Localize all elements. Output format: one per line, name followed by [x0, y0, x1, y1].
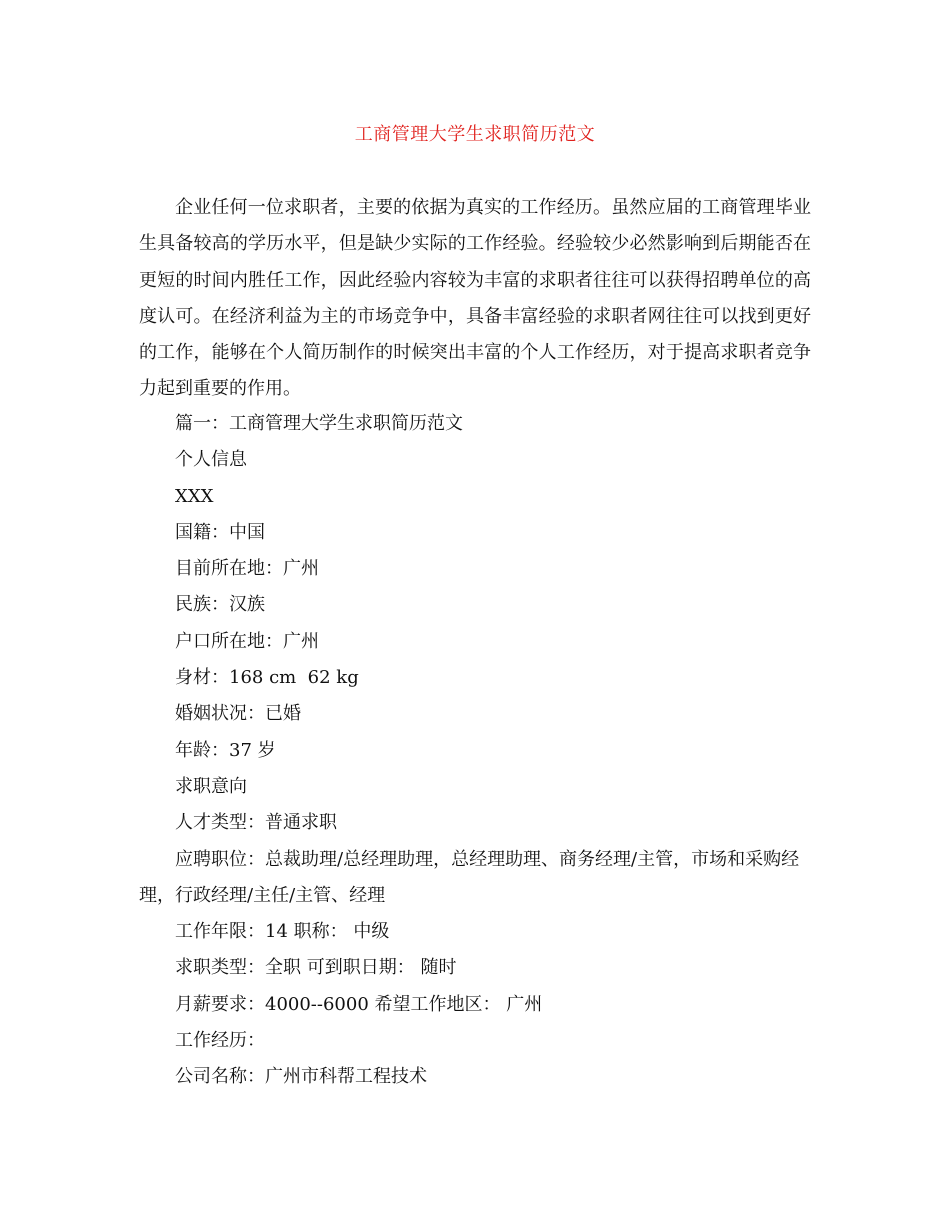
resume-name: XXX	[175, 485, 214, 507]
work-years-title-line: 工作年限：14 职称： 中级	[175, 921, 390, 943]
household-registration-line: 户口所在地：广州	[175, 630, 319, 652]
resume-lines	[139, 406, 811, 1096]
section-heading-article-one: 篇一：工商管理大学生求职简历范文	[175, 413, 463, 434]
talent-type-line: 人才类型：普通求职	[175, 812, 337, 834]
current-location-line: 目前所在地：广州	[175, 558, 319, 580]
ethnicity-line: 民族：汉族	[175, 594, 265, 616]
section-heading-job-intention: 求职意向	[175, 775, 247, 797]
applied-positions-line: 应聘职位：总裁助理/总经理助理，总经理助理、商务经理/主管，市场和采购经理，行政经理/主任/主管、经理	[139, 848, 800, 906]
age-line: 年龄：37 岁	[175, 739, 276, 761]
nationality-line: 国籍：中国	[175, 521, 265, 543]
section-heading-personal-info: 个人信息	[175, 449, 247, 471]
height-weight-line: 身材：168 cm 62 kg	[175, 667, 359, 689]
job-type-start-date-line: 求职类型：全职 可到职日期： 随时	[175, 957, 457, 979]
marital-status-line: 婚姻状况：已婚	[175, 703, 301, 725]
section-heading-work-experience: 工作经历：	[175, 1030, 265, 1052]
intro-paragraph: 企业任何一位求职者，主要的依据为真实的工作经历。虽然应届的工商管理毕业生具备较高的学历水平，但是缺少实际的工作经验。经验较少必然影响到后期能否在更短的时间内胜任工作，因此经验内容较为丰富的求职者往往可以获得招聘单位的高度认可。在经济利益为主的市场竞争中，具备丰富经验的求职者网往往可以找到更好的工作，能够在个人简历制作的时候突出丰富的个人工作经历，对于提高求职者竞争力起到重要的作用。	[139, 197, 811, 400]
company-name-line: 公司名称：广州市科帮工程技术	[175, 1066, 427, 1088]
salary-location-line: 月薪要求：4000--6000 希望工作地区： 广州	[175, 993, 543, 1015]
document-title: 工商管理大学生求职简历范文	[354, 124, 596, 145]
